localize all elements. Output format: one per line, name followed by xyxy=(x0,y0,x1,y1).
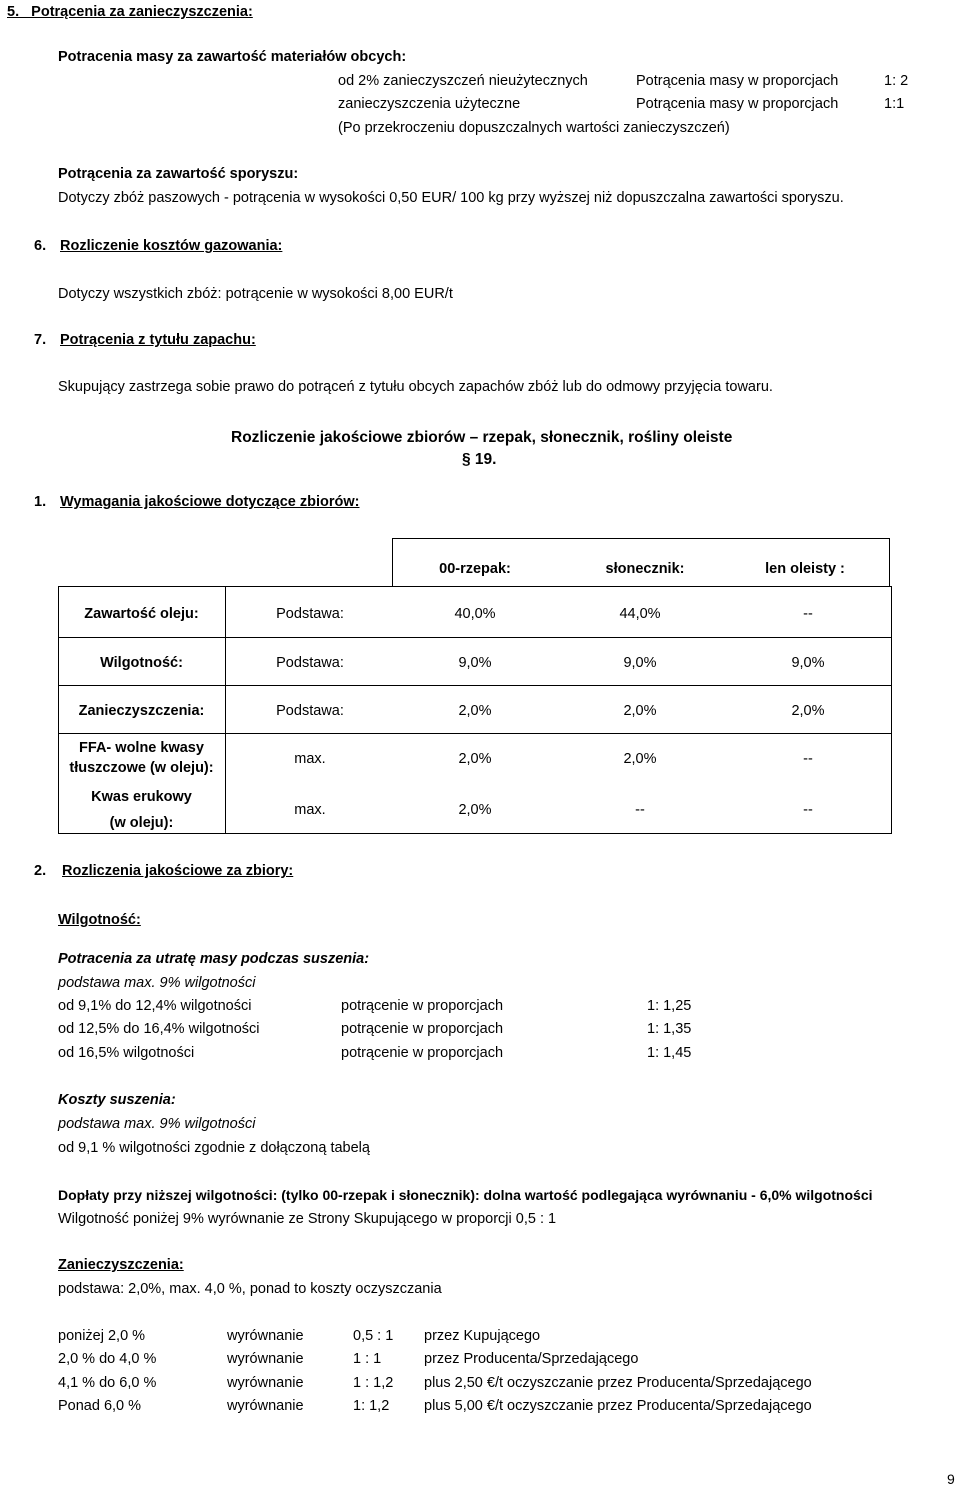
page-number: 9 xyxy=(947,1471,955,1487)
section-7-heading: Potrącenia z tytułu zapachu: xyxy=(60,332,256,348)
row-basis: Podstawa: xyxy=(276,655,344,671)
section-6-heading: Rozliczenie kosztów gazowania: xyxy=(60,238,283,254)
oilseeds-title: Rozliczenie jakościowe zbiorów – rzepak, słonecznik, rośliny oleiste xyxy=(231,429,733,446)
table-rule xyxy=(225,586,226,834)
row-basis: max. xyxy=(294,802,326,818)
row-value: 9,0% xyxy=(623,655,657,671)
impurities-action: wyrównanie xyxy=(227,1351,304,1367)
low-moisture-bonus-text: Wilgotność poniżej 9% wyrównanie ze Strony Skupującego w proporcji 0,5 : 1 xyxy=(58,1211,557,1227)
ergot-text: Dotyczy zbóż paszowych - potrącenia w wysokości 0,50 EUR/ 100 kg przy wyższej niż dopuszczalna zawartości sporyszu. xyxy=(58,190,844,206)
impurities-action: wyrównanie xyxy=(227,1328,304,1344)
paragraph-number: § 19. xyxy=(462,451,497,468)
row-value: 2,0% xyxy=(458,703,492,719)
row-value: 44,0% xyxy=(619,606,661,622)
impurities-action: wyrównanie xyxy=(227,1398,304,1414)
moisture-range: od 9,1% do 12,4% wilgotności xyxy=(58,998,252,1014)
table-rule xyxy=(891,586,892,834)
table-rule xyxy=(58,586,59,834)
drying-loss-basis: podstawa max. 9% wilgotności xyxy=(58,975,256,991)
foreign-row-ratio: 1:1 xyxy=(884,96,905,112)
foreign-row-what: od 2% zanieczyszczeń nieużytecznych xyxy=(338,73,588,89)
row-label: FFA- wolne kwasy xyxy=(79,740,204,756)
row-value: 40,0% xyxy=(454,606,496,622)
row-value: 9,0% xyxy=(458,655,492,671)
impurities-ratio: 1 : 1 xyxy=(353,1351,382,1367)
table-rule xyxy=(889,538,890,586)
table-rule xyxy=(392,538,393,586)
row-value: 2,0% xyxy=(458,751,492,767)
impurities-note: plus 2,50 €/t oczyszczanie przez Producenta/Sprzedającego xyxy=(424,1375,812,1391)
drying-cost-basis: podstawa max. 9% wilgotności xyxy=(58,1116,256,1132)
row-label: Wilgotność: xyxy=(100,655,183,671)
foreign-material-title: Potracenia masy za zawartość materiałów obcych: xyxy=(58,49,407,65)
drying-cost-text: od 9,1 % wilgotności zgodnie z dołączoną tabelą xyxy=(58,1140,370,1156)
section-5-heading: 5. Potrącenia za zanieczyszczenia: xyxy=(7,4,253,20)
section-6-text: Dotyczy wszystkich zbóż: potrącenie w wysokości 8,00 EUR/t xyxy=(58,286,453,302)
row-label: Zawartość oleju: xyxy=(84,606,199,622)
row-label: Kwas erukowy xyxy=(91,789,192,805)
row-value: 2,0% xyxy=(623,751,657,767)
impurities-note: plus 5,00 €/t oczyszczanie przez Producenta/Sprzedającego xyxy=(424,1398,812,1414)
row-value: 9,0% xyxy=(791,655,825,671)
impurities-note: przez Kupującego xyxy=(424,1328,541,1344)
impurities-action: wyrównanie xyxy=(227,1375,304,1391)
row-label-line2: tłuszczowe (w oleju): xyxy=(69,760,214,776)
drying-cost-title: Koszty suszenia: xyxy=(58,1092,176,1108)
moisture-range: od 16,5% wilgotności xyxy=(58,1045,195,1061)
impurities-ratio: 0,5 : 1 xyxy=(353,1328,394,1344)
moisture-range: od 12,5% do 16,4% wilgotności xyxy=(58,1021,260,1037)
moisture-title: Wilgotność: xyxy=(58,912,141,928)
impurities-basis: podstawa: 2,0%, max. 4,0 %, ponad to koszty oczyszczania xyxy=(58,1281,442,1297)
moisture-action: potrącenie w proporcjach xyxy=(341,998,504,1014)
settlement-number: 2. xyxy=(34,863,47,879)
section-7-text: Skupujący zastrzega sobie prawo do potrąceń z tytułu obcych zapachów zbóż lub do odmowy przyjęcia towaru. xyxy=(58,379,773,395)
moisture-ratio: 1: 1,25 xyxy=(647,998,692,1014)
row-label-line2: (w oleju): xyxy=(109,815,174,831)
table-rule xyxy=(58,685,892,686)
table-rule xyxy=(58,833,892,834)
table-rule xyxy=(58,733,892,734)
impurities-range: 2,0 % do 4,0 % xyxy=(58,1351,157,1367)
impurities-range: Ponad 6,0 % xyxy=(58,1398,142,1414)
moisture-action: potrącenie w proporcjach xyxy=(341,1021,504,1037)
impurities-ratio: 1: 1,2 xyxy=(353,1398,390,1414)
column-header: 00-rzepak: xyxy=(439,561,511,577)
low-moisture-bonus-title: Dopłaty przy niższej wilgotności: (tylko 00-rzepak i słonecznik): dolna wartość podlegająca wyrównaniu - 6,0% wilgotności xyxy=(58,1187,873,1203)
table-rule xyxy=(58,637,892,638)
row-basis: Podstawa: xyxy=(276,606,344,622)
requirements-number: 1. xyxy=(34,494,47,510)
settlement-heading: Rozliczenia jakościowe za zbiory: xyxy=(62,863,294,879)
row-basis: max. xyxy=(294,751,326,767)
foreign-row-ratio: 1: 2 xyxy=(884,73,909,89)
row-basis: Podstawa: xyxy=(276,703,344,719)
section-6-number: 6. xyxy=(34,238,47,254)
moisture-ratio: 1: 1,45 xyxy=(647,1045,692,1061)
table-rule xyxy=(58,586,892,587)
row-value: 2,0% xyxy=(458,802,492,818)
column-header: słonecznik: xyxy=(605,561,685,577)
impurities-range: 4,1 % do 6,0 % xyxy=(58,1375,157,1391)
row-value: -- xyxy=(803,751,813,767)
column-header: len oleisty : xyxy=(765,561,845,577)
section-7-number: 7. xyxy=(34,332,47,348)
impurities-range: poniżej 2,0 % xyxy=(58,1328,146,1344)
ergot-title: Potrącenia za zawartość sporyszu: xyxy=(58,166,299,182)
moisture-ratio: 1: 1,35 xyxy=(647,1021,692,1037)
impurities-title: Zanieczyszczenia: xyxy=(58,1257,184,1273)
impurities-note: przez Producenta/Sprzedającego xyxy=(424,1351,639,1367)
foreign-row-what: zanieczyszczenia użyteczne xyxy=(338,96,521,112)
table-rule xyxy=(392,538,890,539)
row-value: 2,0% xyxy=(791,703,825,719)
row-value: 2,0% xyxy=(623,703,657,719)
foreign-note: (Po przekroczeniu dopuszczalnych wartości zanieczyszczeń) xyxy=(338,120,730,136)
foreign-row-deduction: Potrącenia masy w proporcjach xyxy=(636,73,839,89)
row-value: -- xyxy=(803,802,813,818)
row-label: Zanieczyszczenia: xyxy=(78,703,205,719)
impurities-ratio: 1 : 1,2 xyxy=(353,1375,394,1391)
drying-loss-title: Potracenia za utratę masy podczas suszenia: xyxy=(58,951,370,967)
row-value: -- xyxy=(803,606,813,622)
moisture-action: potrącenie w proporcjach xyxy=(341,1045,504,1061)
requirements-heading: Wymagania jakościowe dotyczące zbiorów: xyxy=(60,494,360,510)
foreign-row-deduction: Potrącenia masy w proporcjach xyxy=(636,96,839,112)
row-value: -- xyxy=(635,802,645,818)
